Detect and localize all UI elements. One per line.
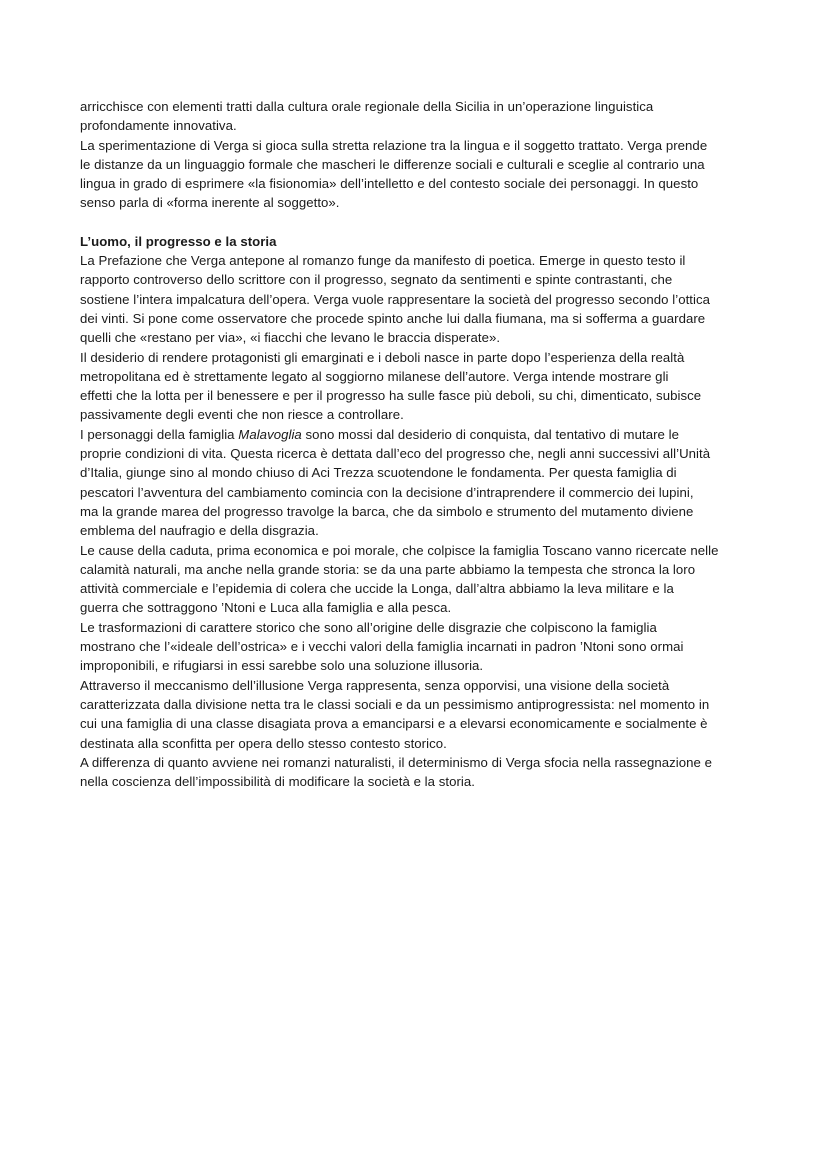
text-line: caratterizzata dalla divisione netta tra le classi sociali e da un pessimismo antiprogressista: nel momento in [80,696,710,712]
text-line: destinata alla sconfitta per opera dello stesso contesto storico. [80,735,447,751]
section-paragraph-3 [80,425,760,541]
text-line: effetti che la lotta per il benessere e per il progresso ha sulle fasce più deboli, su chi, dimenticato, subisce [80,388,702,404]
section-heading: L’uomo, il progresso e la storia [80,233,277,249]
text-run: I personaggi della famiglia [80,426,239,442]
text-line: attività commerciale e l’epidemia di colera che uccide la Longa, dall’altra abbiamo la leva militare e la [80,581,674,597]
text-line: le distanze da un linguaggio formale che mascheri le differenze sociali e culturali e sceglie al contrario una [80,156,705,172]
text-line: Il desiderio di rendere protagonisti gli emarginati e i deboli nasce in parte dopo l’esperienza della realtà [80,349,685,365]
text-line: Attraverso il meccanismo dell’illusione Verga rappresenta, senza opporvisi, una visione della società [80,677,670,693]
text-line: pescatori l’avventura del cambiamento comincia con la decisione d’intraprendere il commercio dei lupini, [80,484,694,500]
text-line: rapporto controverso dello scrittore con il progresso, segnato da sentimenti e spinte contrastanti, che [80,272,673,288]
intro-paragraph-1 [80,97,760,136]
text-line [80,425,760,444]
intro-paragraph-2 [80,136,760,213]
text-line: proprie condizioni di vita. Questa ricerca è dettata dall’eco del progresso che, negli anni successivi all’Unità [80,446,711,462]
novel-title: Malavoglia [238,426,302,442]
section-paragraph-1 [80,251,760,347]
text-line: ma la grande marea del progresso travolge la barca, che da simbolo e strumento del mutamento diviene [80,503,694,519]
text-line: improponibili, e rifugiarsi in essi sarebbe solo una soluzione illusoria. [80,658,484,674]
text-line: passivamente degli eventi che non riesce a controllare. [80,407,404,423]
text-line: d’Italia, giunge sino al mondo chiuso di Aci Trezza scuotendone le fondamenta. Per questa famiglia di [80,465,677,481]
text-line: cui una famiglia di una classe disagiata prova a emanciparsi e a elevarsi economicamente e socialmente è [80,716,708,732]
text-line: senso parla di «forma inerente al soggetto». [80,195,340,211]
text-line: emblema del naufragio e della disgrazia. [80,523,319,539]
text-line: arricchisce con elementi tratti dalla cultura orale regionale della Sicilia in un’operazione linguistica [80,99,654,114]
text-line: quelli che «restano per via», «i fiacchi che levano le braccia disperate». [80,330,501,346]
text-line: Le trasformazioni di carattere storico che sono all’origine delle disgrazie che colpiscono la famiglia [80,619,657,635]
text-line: Le cause della caduta, prima economica e poi morale, che colpisce la famiglia Toscano vanno ricercate nelle [80,542,719,558]
text-line: metropolitana ed è strettamente legato al soggiorno milanese dell’autore. Verga intende mostrare gli [80,368,669,384]
text-line: calamità naturali, ma anche nella grande storia: se da una parte abbiamo la tempesta che stronca la loro [80,561,696,577]
section-paragraph-7 [80,753,760,792]
section-paragraph-5 [80,618,760,676]
text-line: dei vinti. Si pone come osservatore che procede spinto anche lui dalla fiumana, ma si sofferma a guardare [80,310,706,326]
text-line: sostiene l’intera impalcatura dell’opera. Verga vuole rappresentare la società del progresso secondo l’ottica [80,291,711,307]
section-paragraph-4 [80,541,760,618]
text-line: nella coscienza dell’impossibilità di modificare la società e la storia. [80,774,476,790]
text-line: lingua in grado di esprimere «la fisionomia» dell’intelletto e del contesto sociale dei personaggi. In questo [80,176,699,192]
text-line: La Prefazione che Verga antepone al romanzo funge da manifesto di poetica. Emerge in questo testo il [80,253,686,269]
page-body [80,97,760,791]
text-line: La sperimentazione di Verga si gioca sulla stretta relazione tra la lingua e il soggetto trattato. Verga prende [80,137,708,153]
section-paragraph-2 [80,348,760,425]
text-line: profondamente innovativa. [80,118,237,134]
text-line: guerra che sottraggono ’Ntoni e Luca alla famiglia e alla pesca. [80,600,452,616]
text-line: mostrano che l’«ideale dell’ostrica» e i vecchi valori della famiglia incarnati in padron ’Ntoni sono ormai [80,639,684,655]
text-run: sono mossi dal desiderio di conquista, dal tentativo di mutare le [301,426,679,442]
text-line: A differenza di quanto avviene nei romanzi naturalisti, il determinismo di Verga sfocia nella rassegnazione e [80,754,712,770]
section-paragraph-6 [80,676,760,753]
